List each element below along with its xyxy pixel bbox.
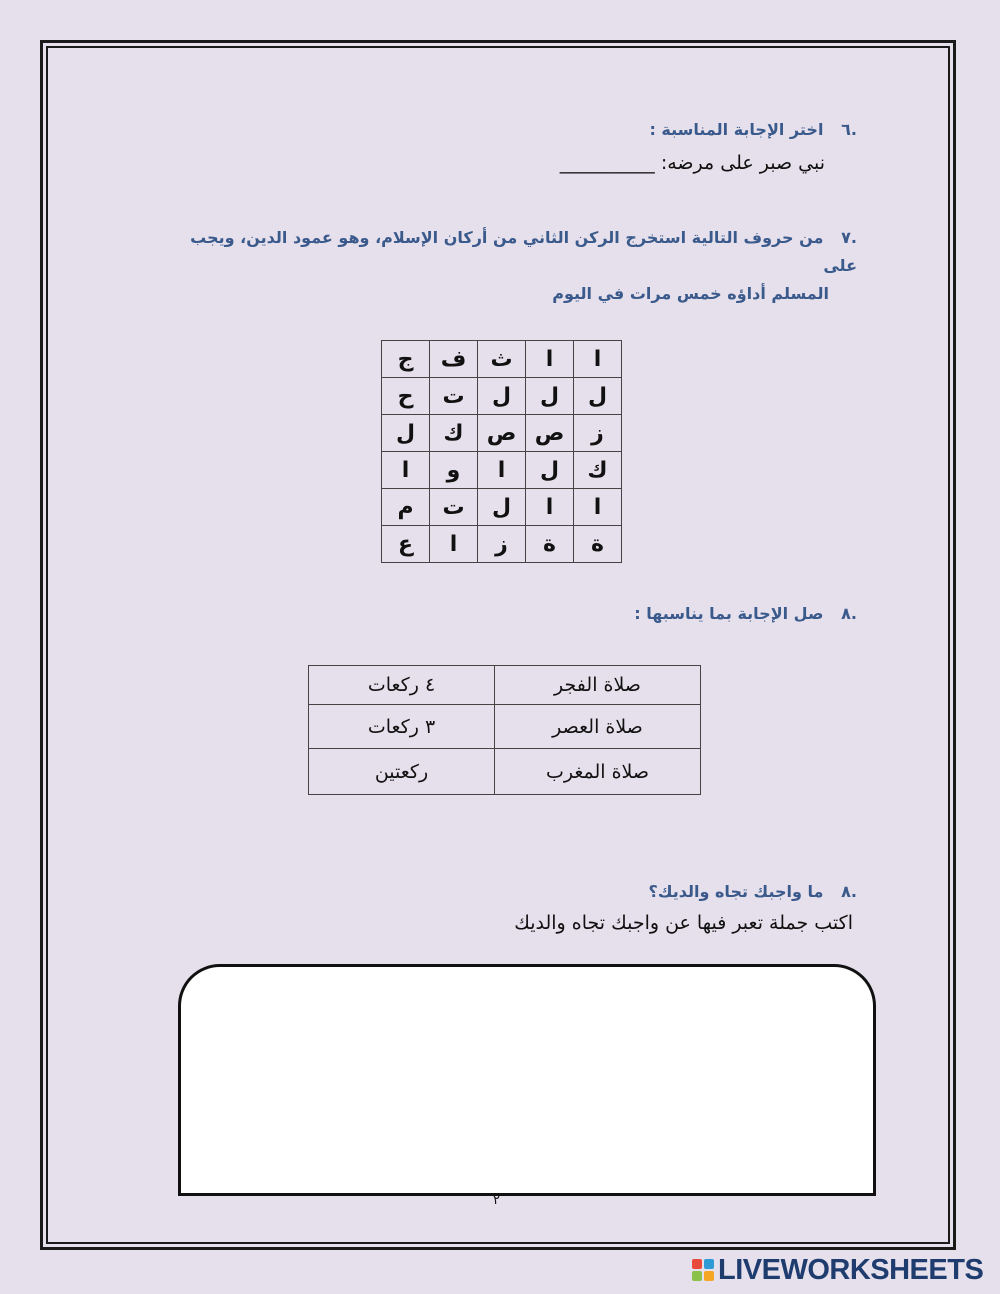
rakat-cell[interactable]: ركعتين (309, 749, 495, 795)
letter-cell[interactable]: ا (526, 341, 574, 378)
letter-cell[interactable]: ص (478, 415, 526, 452)
question-6-prompt: نبي صبر على مرضه: __________ (559, 152, 825, 174)
letter-cell[interactable]: ل (478, 378, 526, 415)
question-9-prompt: اكتب جملة تعبر فيها عن واجبك تجاه والديك (514, 912, 853, 934)
letter-grid-row (382, 415, 622, 452)
letter-cell[interactable]: ك (430, 415, 478, 452)
question-6-title: اختر الإجابة المناسبة : (649, 120, 824, 139)
liveworksheets-logo-text: LIVEWORKSHEETS (718, 1253, 984, 1286)
page-number: ٢ (493, 1193, 500, 1208)
question-6-number: .٦ (841, 120, 857, 139)
question-7-line-2: المسلم أداؤه خمس مرات في اليوم (552, 284, 829, 303)
letter-grid-row (382, 452, 622, 489)
letter-cell[interactable]: ل (526, 452, 574, 489)
letter-grid-row (382, 378, 622, 415)
question-8-heading (634, 600, 857, 628)
logo-tile (692, 1271, 702, 1281)
answer-text-box[interactable] (178, 964, 876, 1196)
letter-grid (381, 340, 622, 563)
letter-cell[interactable]: ة (526, 526, 574, 563)
letter-cell[interactable]: ف (430, 341, 478, 378)
letter-cell[interactable]: ا (478, 452, 526, 489)
logo-tile (704, 1259, 714, 1269)
letter-cell[interactable]: ج (382, 341, 430, 378)
letter-cell[interactable]: ة (574, 526, 622, 563)
rakat-cell[interactable]: ٤ ركعات (309, 666, 495, 705)
matching-table (308, 665, 701, 795)
matching-row (309, 666, 701, 705)
question-7-line-1: من حروف التالية استخرج الركن الثاني من أركان الإسلام، وهو عمود الدين، ويجب على (190, 228, 857, 275)
letter-cell[interactable]: ا (574, 341, 622, 378)
letter-cell[interactable]: ا (430, 526, 478, 563)
letter-cell[interactable]: ح (382, 378, 430, 415)
letter-cell[interactable]: ا (382, 452, 430, 489)
logo-tile (704, 1271, 714, 1281)
prayer-cell[interactable]: صلاة المغرب (495, 749, 701, 795)
matching-row (309, 749, 701, 795)
rakat-cell[interactable]: ٣ ركعات (309, 705, 495, 749)
matching-row (309, 705, 701, 749)
letter-cell[interactable]: ا (526, 489, 574, 526)
question-9-number: .٨ (841, 882, 857, 901)
prayer-cell[interactable]: صلاة الفجر (495, 666, 701, 705)
letter-cell[interactable]: و (430, 452, 478, 489)
letter-grid-row (382, 526, 622, 563)
question-8-title: صل الإجابة بما يناسبها : (634, 604, 824, 623)
letter-cell[interactable]: ل (574, 378, 622, 415)
liveworksheets-logo (692, 1253, 984, 1286)
question-7-number: .٧ (841, 228, 857, 247)
question-9-title: ما واجبك تجاه والديك؟ (648, 882, 824, 901)
letter-grid-row (382, 489, 622, 526)
letter-cell[interactable]: ك (574, 452, 622, 489)
letter-cell[interactable]: ز (478, 526, 526, 563)
letter-cell[interactable]: ل (526, 378, 574, 415)
letter-cell[interactable]: ص (526, 415, 574, 452)
question-7-heading (167, 224, 857, 308)
question-9-heading (649, 878, 857, 906)
letter-cell[interactable]: ز (574, 415, 622, 452)
liveworksheets-logo-icon (692, 1259, 714, 1281)
letter-cell[interactable]: ل (382, 415, 430, 452)
letter-cell[interactable]: ث (478, 341, 526, 378)
question-6-heading (649, 116, 857, 144)
letter-cell[interactable]: ع (382, 526, 430, 563)
letter-grid-row (382, 341, 622, 378)
letter-cell[interactable]: ت (430, 378, 478, 415)
logo-tile (692, 1259, 702, 1269)
letter-cell[interactable]: ا (574, 489, 622, 526)
letter-cell[interactable]: ت (430, 489, 478, 526)
letter-cell[interactable]: ل (478, 489, 526, 526)
question-8-number: .٨ (841, 604, 857, 623)
letter-cell[interactable]: م (382, 489, 430, 526)
prayer-cell[interactable]: صلاة العصر (495, 705, 701, 749)
